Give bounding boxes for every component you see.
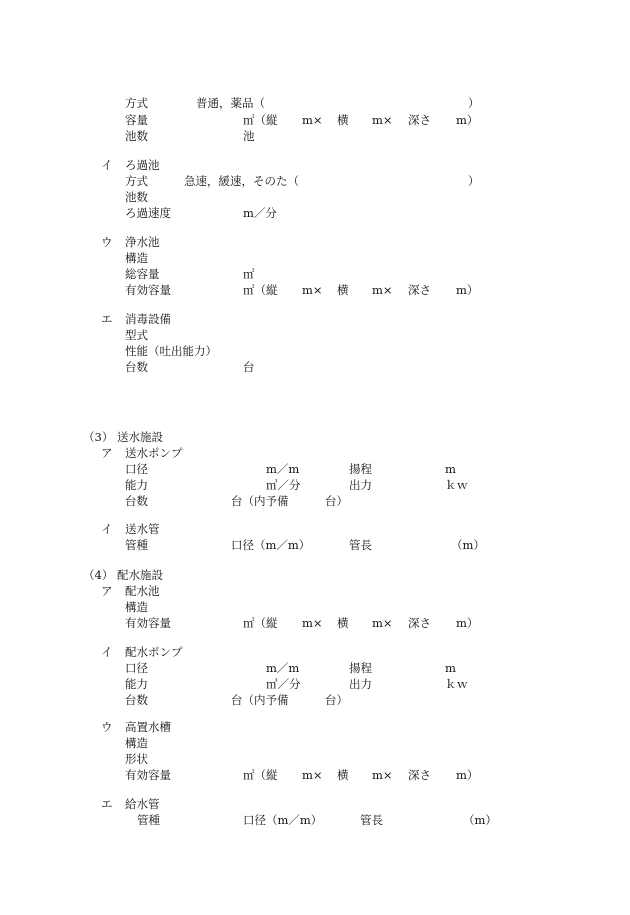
document-line	[0, 267, 630, 282]
line-text: ア	[101, 584, 113, 598]
document-line	[0, 446, 630, 461]
line-text: 性能（吐出能力）	[125, 344, 217, 358]
line-text: 普通，薬品（	[196, 96, 265, 110]
line-text: m／m	[266, 462, 300, 476]
line-text: エ	[101, 797, 113, 811]
line-text: m／分	[243, 206, 277, 220]
line-text: ｋｗ	[445, 677, 468, 691]
line-text: 台	[243, 360, 255, 374]
document-line	[0, 736, 630, 751]
line-text: 有効容量	[125, 616, 171, 630]
line-text: 有効容量	[125, 768, 171, 782]
document-line	[0, 661, 630, 676]
document-line	[0, 113, 630, 128]
document-line	[0, 251, 630, 266]
line-text: 能力	[125, 478, 148, 492]
document-line	[0, 430, 630, 445]
line-text: 台数	[125, 360, 148, 374]
line-text: 方式	[125, 174, 148, 188]
line-text: 構造	[125, 736, 148, 750]
line-text: 口径（m／m）	[231, 538, 311, 552]
line-text: m×	[302, 768, 323, 782]
line-text: m×	[302, 283, 323, 297]
line-text: 管種	[137, 813, 160, 827]
line-text: 送水管	[125, 522, 160, 536]
line-text: m／m	[266, 661, 300, 675]
line-text: m	[445, 462, 456, 476]
line-text: 管長	[349, 538, 372, 552]
document-line	[0, 797, 630, 812]
line-text: ㎡（縦	[243, 113, 278, 127]
document-line	[0, 645, 630, 660]
document-line	[0, 328, 630, 343]
line-text: 横	[337, 616, 349, 630]
line-text: m）	[456, 616, 479, 630]
line-text: 有効容量	[125, 283, 171, 297]
line-text: 池数	[125, 190, 148, 204]
line-text: 口径（m／m）	[243, 813, 323, 827]
document-line	[0, 677, 630, 692]
line-text: 形状	[125, 752, 148, 766]
document-line	[0, 494, 630, 509]
line-text: 揚程	[349, 661, 372, 675]
line-text: ろ過池	[125, 158, 160, 172]
line-text: 横	[337, 113, 349, 127]
line-text: m×	[302, 113, 323, 127]
document-line	[0, 235, 630, 250]
document-line	[0, 568, 630, 583]
document-line	[0, 768, 630, 783]
line-text: 横	[337, 768, 349, 782]
document-line	[0, 478, 630, 493]
line-text: 能力	[125, 677, 148, 691]
line-text: 揚程	[349, 462, 372, 476]
line-text: ウ	[101, 720, 113, 734]
line-text: 台数	[125, 494, 148, 508]
line-text: m×	[372, 113, 393, 127]
line-text: 送水ポンプ	[125, 446, 183, 460]
line-text: ㎡（縦	[243, 616, 278, 630]
document-line	[0, 96, 630, 111]
line-text: エ	[101, 312, 113, 326]
line-text: m×	[372, 616, 393, 630]
line-text: 型式	[125, 328, 148, 342]
line-text: 構造	[125, 251, 148, 265]
line-text: 配水施設	[117, 568, 163, 582]
line-text: （m）	[451, 538, 485, 552]
line-text: ㎥／分	[266, 677, 301, 691]
line-text: 送水施設	[117, 430, 163, 444]
line-text: 台）	[325, 693, 348, 707]
line-text: 浄水池	[125, 235, 160, 249]
document-line	[0, 752, 630, 767]
document-line	[0, 720, 630, 735]
document-line	[0, 344, 630, 359]
document-line	[0, 584, 630, 599]
line-text: （4）	[83, 568, 114, 582]
line-text: 方式	[125, 96, 148, 110]
document-line	[0, 206, 630, 221]
document-line	[0, 158, 630, 173]
line-text: 台）	[325, 494, 348, 508]
line-text: 出力	[349, 677, 372, 691]
line-text: ㎡（縦	[243, 283, 278, 297]
line-text: ）	[468, 96, 480, 110]
line-text: 急速，緩速，そのた（	[184, 174, 299, 188]
line-text: 総容量	[125, 267, 160, 281]
line-text: m	[445, 661, 456, 675]
line-text: 口径	[125, 661, 148, 675]
line-text: 口径	[125, 462, 148, 476]
document-line	[0, 360, 630, 375]
line-text: 管種	[125, 538, 148, 552]
line-text: 配水ポンプ	[125, 645, 183, 659]
document-line	[0, 462, 630, 477]
line-text: 容量	[125, 113, 148, 127]
line-text: 配水池	[125, 584, 160, 598]
line-text: 消毒設備	[125, 312, 171, 326]
line-text: 高置水槽	[125, 720, 171, 734]
document-line	[0, 813, 630, 828]
line-text: 台数	[125, 693, 148, 707]
line-text: ア	[101, 446, 113, 460]
line-text: 出力	[349, 478, 372, 492]
line-text: ㎡（縦	[243, 768, 278, 782]
line-text: 池	[243, 129, 255, 143]
line-text: m×	[302, 616, 323, 630]
document-line	[0, 538, 630, 553]
document-line	[0, 174, 630, 189]
line-text: （m）	[463, 813, 497, 827]
document-line	[0, 283, 630, 298]
document-line	[0, 600, 630, 615]
document-line	[0, 312, 630, 327]
document-line	[0, 616, 630, 631]
line-text: ）	[468, 174, 480, 188]
line-text: 構造	[125, 600, 148, 614]
line-text: ろ過速度	[125, 206, 171, 220]
line-text: 横	[337, 283, 349, 297]
document-line	[0, 129, 630, 144]
line-text: 管長	[360, 813, 383, 827]
line-text: ㎥／分	[266, 478, 301, 492]
line-text: イ	[101, 645, 113, 659]
line-text: （3）	[83, 430, 114, 444]
line-text: 深さ	[408, 616, 431, 630]
line-text: m）	[456, 283, 479, 297]
line-text: 深さ	[408, 768, 431, 782]
document-line	[0, 693, 630, 708]
line-text: ウ	[101, 235, 113, 249]
line-text: 深さ	[408, 283, 431, 297]
line-text: 池数	[125, 129, 148, 143]
line-text: 深さ	[408, 113, 431, 127]
line-text: ㎡	[243, 267, 255, 281]
line-text: ｋｗ	[445, 478, 468, 492]
document-line	[0, 190, 630, 205]
line-text: m）	[456, 113, 479, 127]
line-text: 給水管	[125, 797, 160, 811]
line-text: m）	[456, 768, 479, 782]
document-line	[0, 522, 630, 537]
line-text: 台（内予備	[231, 494, 289, 508]
line-text: 台（内予備	[231, 693, 289, 707]
line-text: イ	[101, 158, 113, 172]
line-text: m×	[372, 283, 393, 297]
line-text: イ	[101, 522, 113, 536]
line-text: m×	[372, 768, 393, 782]
